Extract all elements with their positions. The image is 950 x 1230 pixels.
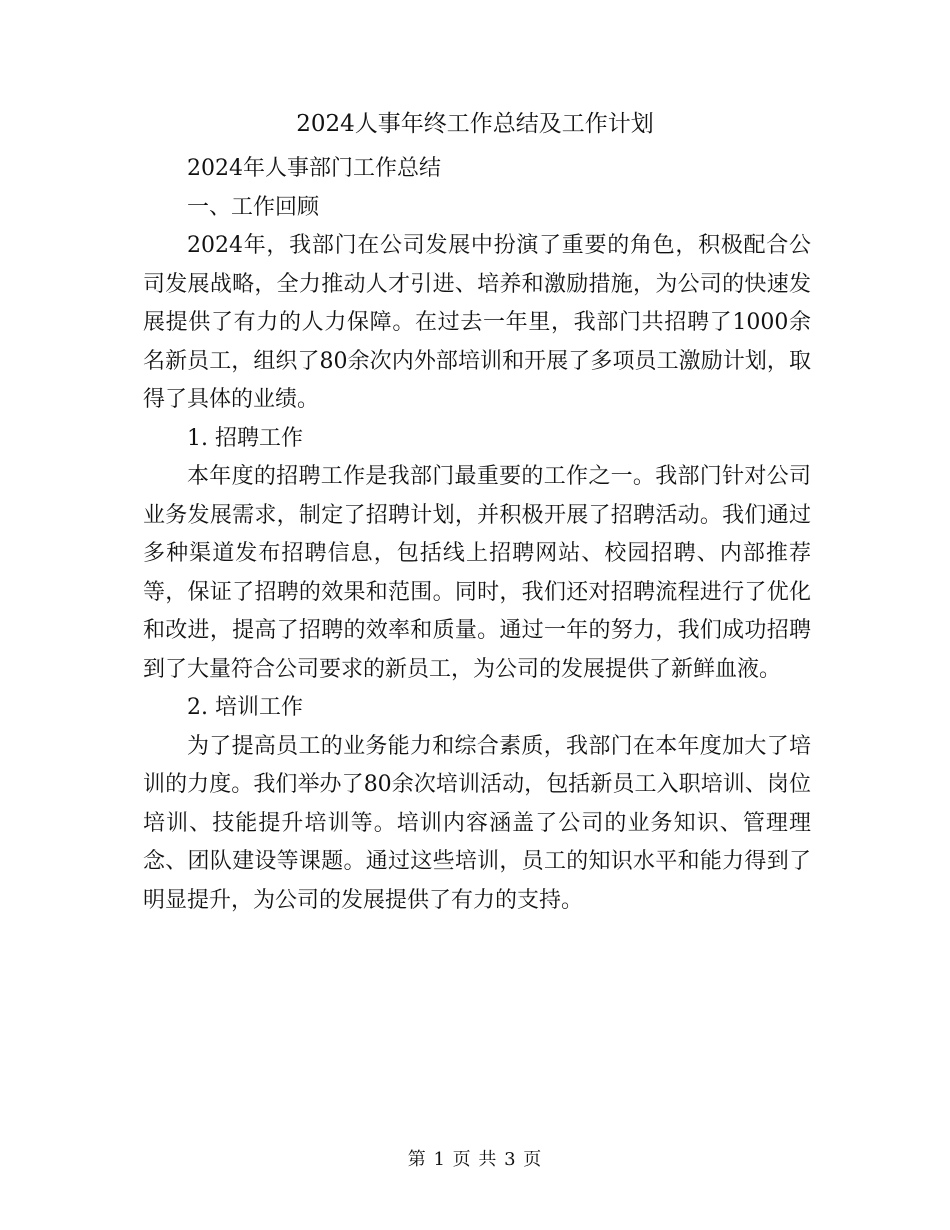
section-heading-work-review: 一、工作回顾 bbox=[187, 194, 320, 220]
paragraph-training: 为了提高员工的业务能力和综合素质，我部门在本年度加大了培训的力度。我们举办了80余次培训活动，包括新员工入职培训、岗位培训、技能提升培训等。培训内容涵盖了公司的业务知识、管理理念、团队建设等课题。通过这些培训，员工的知识水平和能力得到了明显提升，为公司的发展提供了有力的支持。 bbox=[143, 733, 811, 913]
document-title: 2024人事年终工作总结及工作计划 bbox=[296, 111, 654, 137]
paragraph-work-review: 2024年，我部门在公司发展中扮演了重要的角色，积极配合公司发展战略，全力推动人才引进、培养和激励措施，为公司的快速发展提供了有力的人力保障。在过去一年里，我部门共招聘了1000余名新员工，组织了80余次内外部培训和开展了多项员工激励计划，取得了具体的业绩。 bbox=[143, 233, 811, 412]
item-heading-training: 2. 培训工作 bbox=[187, 695, 303, 720]
subtitle: 2024年人事部门工作总结 bbox=[187, 156, 441, 181]
item-heading-recruitment: 1. 招聘工作 bbox=[187, 425, 303, 451]
paragraph-recruitment: 本年度的招聘工作是我部门最重要的工作之一。我部门针对公司业务发展需求，制定了招聘计划，并积极开展了招聘活动。我们通过多种渠道发布招聘信息，包括线上招聘网站、校园招聘、内部推荐等，保证了招聘的效果和范围。同时，我们还对招聘流程进行了优化和改进，提高了招聘的效率和质量。通过一年的努力，我们成功招聘到了大量符合公司要求的新员工，为公司的发展提供了新鲜血液。 bbox=[143, 464, 811, 682]
page-number-footer: 第 1 页 共 3 页 bbox=[407, 1149, 543, 1170]
document-body bbox=[143, 150, 811, 920]
